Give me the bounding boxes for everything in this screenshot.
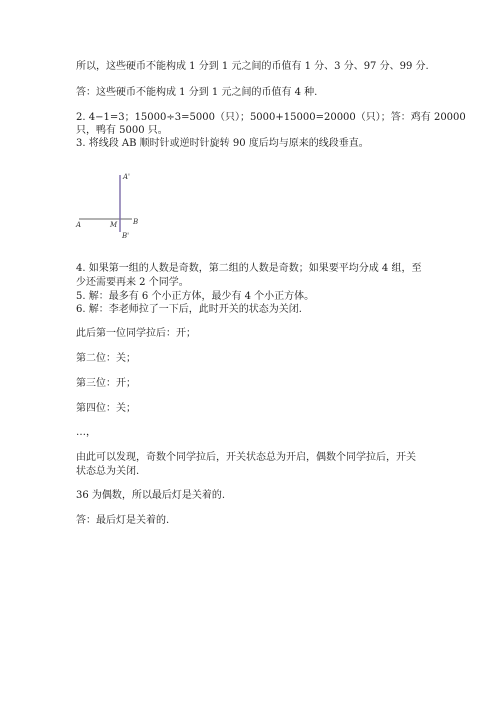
solution-text-line: 第二位：关； [76,353,136,364]
label-b-prime: B' [122,232,130,240]
solution-text-line: 6. 解：李老师拉了一下后，此时开关的状态为关闭. [76,304,302,315]
solution-text-line: 5. 解：最多有 6 个小正方体，最少有 4 个小正方体。 [76,291,315,302]
solution-text-line: 状态总为关闭. [76,466,140,477]
label-a: A [76,221,82,229]
solution-text-line: 3. 将线段 AB 顺时针或逆时针旋转 90 度后均与原来的线段垂直。 [76,138,369,149]
solution-text-line: 所以，这些硬币不能构成 1 分到 1 元之间的币值有 1 分、3 分、97 分、99 分. [76,61,429,72]
solution-text-line: 此后第一位同学拉后：开； [76,328,196,339]
rotation-diagram [74,167,166,245]
label-b: B [133,218,139,226]
solution-text-line: 36 为偶数，所以最后灯是关着的. [76,490,226,501]
label-a-prime: A' [123,173,130,181]
solution-text-line: 2. 4−1=3；15000÷3=5000（只）；5000+15000=20000（只）；答：鸡有 20000 [76,112,466,123]
solution-text-line: 第三位：开； [76,378,136,389]
solution-text-line: 少还需要再来 2 个同学。 [76,277,189,288]
solution-text-line: 第四位：关； [76,403,136,414]
solution-text-line: 答：这些硬币不能构成 1 分到 1 元之间的币值有 4 种. [76,87,318,98]
solution-text-line: 由此可以发现，奇数个同学拉后，开关状态总为开启，偶数个同学拉后，开关 [76,452,416,463]
solution-text-line: 只，鸭有 5000 只。 [76,125,168,136]
solution-text-line: …， [76,427,96,438]
rotation-figure [74,167,166,245]
solution-text-line: 4. 如果第一组的人数是奇数，第二组的人数是奇数；如果要平均分成 4 组，至 [76,263,422,274]
label-m: M [110,221,118,229]
solution-text-line: 答：最后灯是关着的. [76,515,170,526]
